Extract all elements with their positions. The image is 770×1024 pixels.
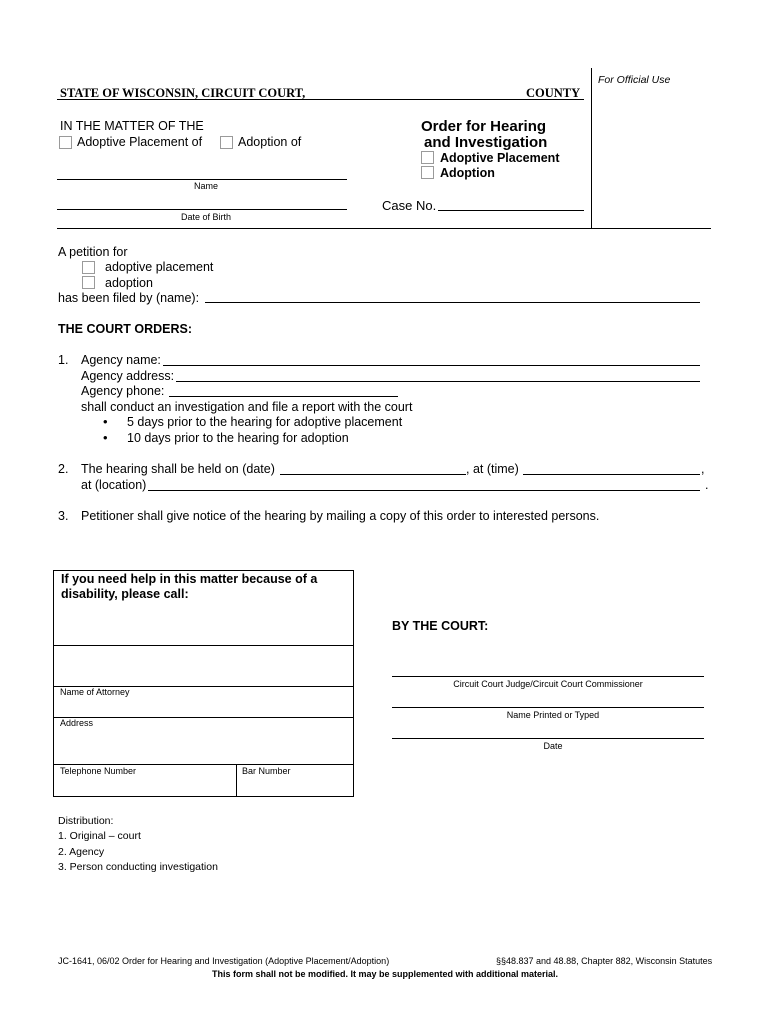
title-line1: Order for Hearing bbox=[421, 118, 547, 135]
dob-line[interactable] bbox=[57, 209, 347, 210]
petition-intro: A petition for bbox=[58, 245, 128, 259]
hearing-time-line[interactable] bbox=[523, 474, 700, 475]
adoption-checkbox[interactable] bbox=[220, 136, 233, 149]
name-printed-line[interactable] bbox=[392, 707, 704, 708]
hearing-location-period: . bbox=[705, 478, 709, 492]
footer-notice: This form shall not be modified. It may be supplemented with additional material. bbox=[211, 969, 559, 979]
petition-placement-label: adoptive placement bbox=[105, 260, 214, 274]
judge-caption: Circuit Court Judge/Circuit Court Commissioner bbox=[453, 679, 643, 689]
address-label: Address bbox=[60, 718, 94, 728]
agency-address-label: Agency address: bbox=[81, 369, 175, 383]
name-caption: Name bbox=[194, 181, 219, 191]
title-adoption-label: Adoption bbox=[440, 166, 495, 180]
hearing-time-comma: , bbox=[701, 462, 705, 476]
hearing-location-label: at (location) bbox=[81, 478, 147, 492]
agency-phone-label: Agency phone: bbox=[81, 384, 165, 398]
hearing-date-line[interactable] bbox=[280, 474, 466, 475]
petition-adoption-label: adoption bbox=[105, 276, 153, 290]
bullet-1-text: 5 days prior to the hearing for adoptive placement bbox=[127, 415, 403, 429]
title-adoption-checkbox[interactable] bbox=[421, 166, 434, 179]
official-use-divider bbox=[591, 68, 592, 228]
judge-signature-line[interactable] bbox=[392, 676, 704, 677]
help-box-divider-3 bbox=[53, 717, 354, 718]
distribution-item: 2. Agency bbox=[58, 846, 105, 858]
title-line2: and Investigation bbox=[424, 134, 548, 151]
name-printed-caption: Name Printed or Typed bbox=[506, 710, 600, 720]
hearing-date-label: The hearing shall be held on (date) bbox=[81, 462, 275, 476]
county-label: COUNTY bbox=[526, 86, 581, 100]
case-no-label: Case No. bbox=[382, 198, 437, 213]
matter-label: IN THE MATTER OF THE bbox=[60, 119, 204, 133]
adoption-label: Adoption of bbox=[238, 135, 302, 149]
name-line[interactable] bbox=[57, 179, 347, 180]
adoptive-placement-label: Adoptive Placement of bbox=[77, 135, 203, 149]
filed-by-line[interactable] bbox=[205, 302, 700, 303]
item3-number: 3. bbox=[58, 509, 69, 523]
item3-text: Petitioner shall give notice of the hearing by mailing a copy of this order to interested persons. bbox=[81, 509, 600, 523]
bar-number-label: Bar Number bbox=[242, 766, 291, 776]
disability-help-box bbox=[53, 570, 354, 797]
date-line[interactable] bbox=[392, 738, 704, 739]
item1-number: 1. bbox=[58, 353, 69, 367]
header-bottom-rule bbox=[57, 228, 711, 229]
statutes-ref: §§48.837 and 48.88, Chapter 882, Wisconsin Statutes bbox=[496, 956, 713, 966]
dob-caption: Date of Birth bbox=[181, 212, 232, 222]
agency-name-line[interactable] bbox=[163, 365, 700, 366]
help-box-divider-4 bbox=[53, 764, 354, 765]
help-box-vertical-divider bbox=[236, 764, 237, 797]
bullet-2-text: 10 days prior to the hearing for adoption bbox=[127, 431, 349, 445]
court-label: STATE OF WISCONSIN, CIRCUIT COURT, bbox=[60, 86, 306, 100]
agency-phone-line[interactable] bbox=[169, 396, 398, 397]
title-placement-checkbox[interactable] bbox=[421, 151, 434, 164]
telephone-label: Telephone Number bbox=[60, 766, 137, 776]
bullet-1-dot: • bbox=[103, 414, 108, 429]
help-box-divider-1 bbox=[53, 645, 354, 646]
petition-adoption-checkbox[interactable] bbox=[82, 276, 95, 289]
by-the-court-label: BY THE COURT: bbox=[392, 619, 489, 633]
disability-help-text: If you need help in this matter because of a disability, please call: bbox=[61, 572, 318, 601]
petition-placement-checkbox[interactable] bbox=[82, 261, 95, 274]
distribution-item: 3. Person conducting investigation bbox=[58, 861, 218, 873]
court-county-line bbox=[57, 99, 584, 100]
attorney-label: Name of Attorney bbox=[60, 687, 130, 697]
shall-conduct-text: shall conduct an investigation and file a report with the court bbox=[81, 400, 413, 414]
agency-name-label: Agency name: bbox=[81, 353, 161, 367]
title-placement-label: Adoptive Placement bbox=[440, 151, 560, 165]
hearing-time-label: , at (time) bbox=[466, 462, 519, 476]
bullet-2-dot: • bbox=[103, 430, 108, 445]
court-orders-heading: THE COURT ORDERS: bbox=[58, 322, 193, 336]
hearing-location-line[interactable] bbox=[148, 490, 700, 491]
adoptive-placement-checkbox[interactable] bbox=[59, 136, 72, 149]
case-no-line[interactable] bbox=[438, 210, 584, 211]
form-id: JC-1641, 06/02 Order for Hearing and Investigation (Adoptive Placement/Adoption) bbox=[58, 956, 390, 966]
filed-by-label: has been filed by (name): bbox=[58, 291, 200, 305]
distribution-heading: Distribution: bbox=[58, 815, 114, 827]
date-caption: Date bbox=[543, 741, 563, 751]
distribution-item: 1. Original – court bbox=[58, 830, 141, 842]
official-use-label: For Official Use bbox=[598, 74, 671, 86]
agency-address-line[interactable] bbox=[176, 381, 700, 382]
item2-number: 2. bbox=[58, 462, 69, 476]
